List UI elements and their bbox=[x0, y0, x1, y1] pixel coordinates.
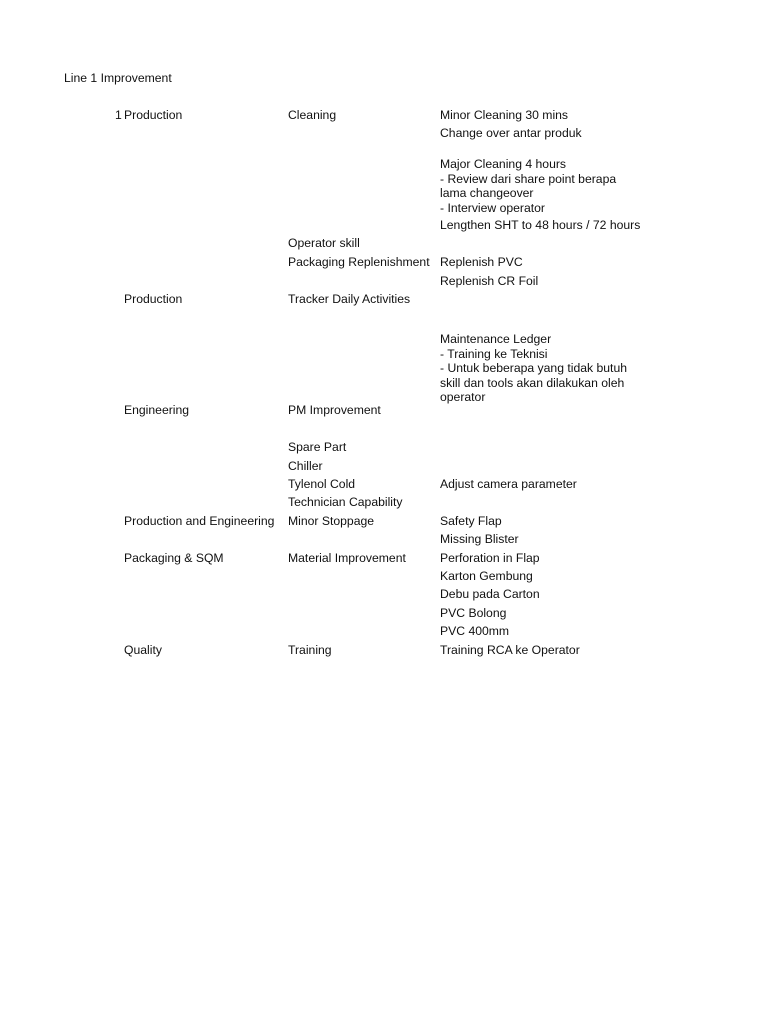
action-cell: Safety Flap bbox=[440, 514, 502, 528]
action-line: skill dan tools akan dilakukan oleh bbox=[440, 375, 625, 390]
action-cell: Debu pada Carton bbox=[440, 587, 540, 601]
action-cell: PVC Bolong bbox=[440, 606, 507, 620]
action-cell: Missing Blister bbox=[440, 532, 519, 546]
area-cell: Cleaning bbox=[288, 108, 337, 122]
area-cell: Operator skill bbox=[288, 236, 360, 250]
dept-cell: Packaging & SQM bbox=[124, 551, 224, 565]
action-line: - Interview operator bbox=[440, 200, 545, 215]
action-cell: Lengthen SHT to 48 hours / 72 hours bbox=[440, 218, 641, 232]
action-line: - Review dari share point berapa bbox=[440, 171, 617, 186]
action-cell: Minor Cleaning 30 mins bbox=[440, 108, 569, 122]
action-line: operator bbox=[440, 390, 486, 404]
action-cell: PVC 400mm bbox=[440, 624, 510, 638]
area-cell: Tylenol Cold bbox=[288, 477, 356, 491]
area-cell: Technician Capability bbox=[288, 495, 403, 509]
area-cell: Material Improvement bbox=[288, 551, 406, 565]
action-line: - Training ke Teknisi bbox=[440, 346, 548, 361]
action-cell: Replenish CR Foil bbox=[440, 274, 539, 288]
area-cell: Spare Part bbox=[288, 440, 347, 454]
area-cell: Tracker Daily Activities bbox=[288, 292, 411, 306]
area-cell: Minor Stoppage bbox=[288, 514, 375, 528]
action-cell: Karton Gembung bbox=[440, 569, 533, 583]
area-cell: Chiller bbox=[288, 459, 323, 473]
action-line: - Untuk beberapa yang tidak butuh bbox=[440, 361, 628, 375]
action-cell: Perforation in Flap bbox=[440, 551, 540, 565]
action-line: Maintenance Ledger bbox=[440, 332, 552, 346]
row-number: 1 bbox=[115, 108, 122, 122]
action-cell: Training RCA ke Operator bbox=[440, 643, 580, 657]
area-cell: Training bbox=[288, 643, 332, 657]
action-cell: Adjust camera parameter bbox=[440, 477, 577, 491]
action-cell-multiline bbox=[440, 157, 616, 215]
area-cell: Packaging Replenishment bbox=[288, 255, 430, 269]
dept-cell: Production and Engineering bbox=[124, 514, 275, 528]
area-cell: PM Improvement bbox=[288, 403, 381, 417]
document-title: Line 1 Improvement bbox=[64, 71, 172, 85]
action-cell: Replenish PVC bbox=[440, 255, 523, 269]
action-cell-multiline bbox=[440, 332, 627, 405]
dept-cell: Engineering bbox=[124, 403, 190, 417]
action-line: Major Cleaning 4 hours bbox=[440, 157, 567, 171]
dept-cell: Quality bbox=[124, 643, 162, 657]
dept-cell: Production bbox=[124, 292, 183, 306]
action-cell: Change over antar produk bbox=[440, 126, 582, 140]
action-line: lama changeover bbox=[440, 186, 534, 200]
dept-cell: Production bbox=[124, 108, 183, 122]
